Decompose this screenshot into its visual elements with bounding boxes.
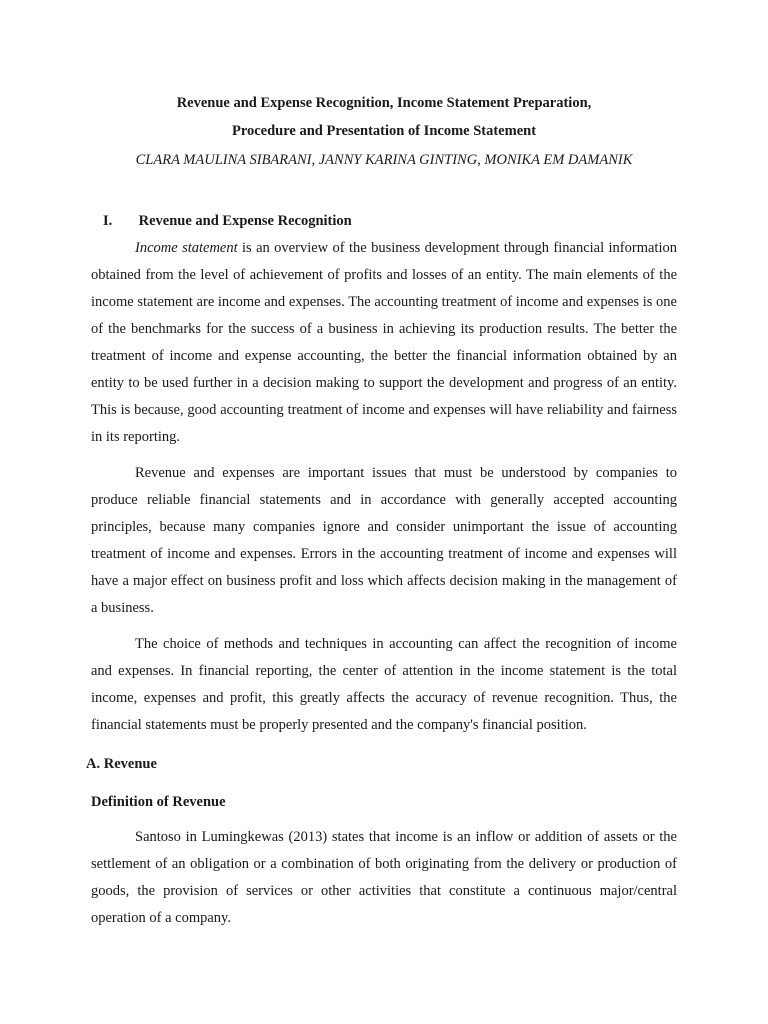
paragraph-body: is an overview of the business development through financial information obtained from the level of achievement of profits and losses of an entity. The main elements of the income statement are income and expenses. The accounting treatment of income and expenses is one of the benchmarks for the success of a business in achieving its production results. The better the treatment of income and expense accounting, the better the financial information obtained by an entity to be used further in a decision making to support the development and progress of an entity. This is because, good accounting treatment of income and expenses will have reliability and fairness in its reporting. <box>91 240 677 445</box>
section-number: I. <box>103 213 113 229</box>
paragraph-italic-lead: Income statement <box>135 240 238 256</box>
document-title-line-2: Procedure and Presentation of Income Statement <box>231 123 537 139</box>
paragraph-income-statement <box>91 235 677 451</box>
paragraph-body: Santoso in Lumingkewas (2013) states that income is an inflow or addition of assets or the settlement of an obligation or a combination of both originating from the delivery or production of goods, the provision of services or other activities that constitute a continuous major/central operation of a company. <box>91 829 677 926</box>
subsection-heading-revenue: A. Revenue <box>86 756 157 772</box>
paragraph-body: Revenue and expenses are important issues that must be understood by companies to produce reliable financial statements and in accordance with generally accepted accounting principles, because many companies ignore and consider unimportant the issue of accounting treatment of income and expenses. Errors in the accounting treatment of income and expenses will have a major effect on business profit and loss which affects decision making in the management of a business. <box>91 465 677 616</box>
paragraph-methods-techniques <box>91 631 677 739</box>
section-title: Revenue and Expense Recognition <box>138 213 352 229</box>
paragraph-revenue-expenses-issues <box>91 460 677 622</box>
definition-heading: Definition of Revenue <box>91 794 226 810</box>
document-authors: CLARA MAULINA SIBARANI, JANNY KARINA GINTING, MONIKA EM DAMANIK <box>135 152 633 168</box>
paragraph-revenue-definition <box>91 824 677 932</box>
paragraph-body: The choice of methods and techniques in accounting can affect the recognition of income and expenses. In financial reporting, the center of attention in the income statement is the total income, expenses and profit, this greatly affects the accuracy of revenue recognition. Thus, the financial statements must be properly presented and the company's financial position. <box>91 636 677 733</box>
document-title-line-1: Revenue and Expense Recognition, Income Statement Preparation, <box>176 95 592 111</box>
section-heading-revenue-expense-recognition <box>103 212 352 230</box>
